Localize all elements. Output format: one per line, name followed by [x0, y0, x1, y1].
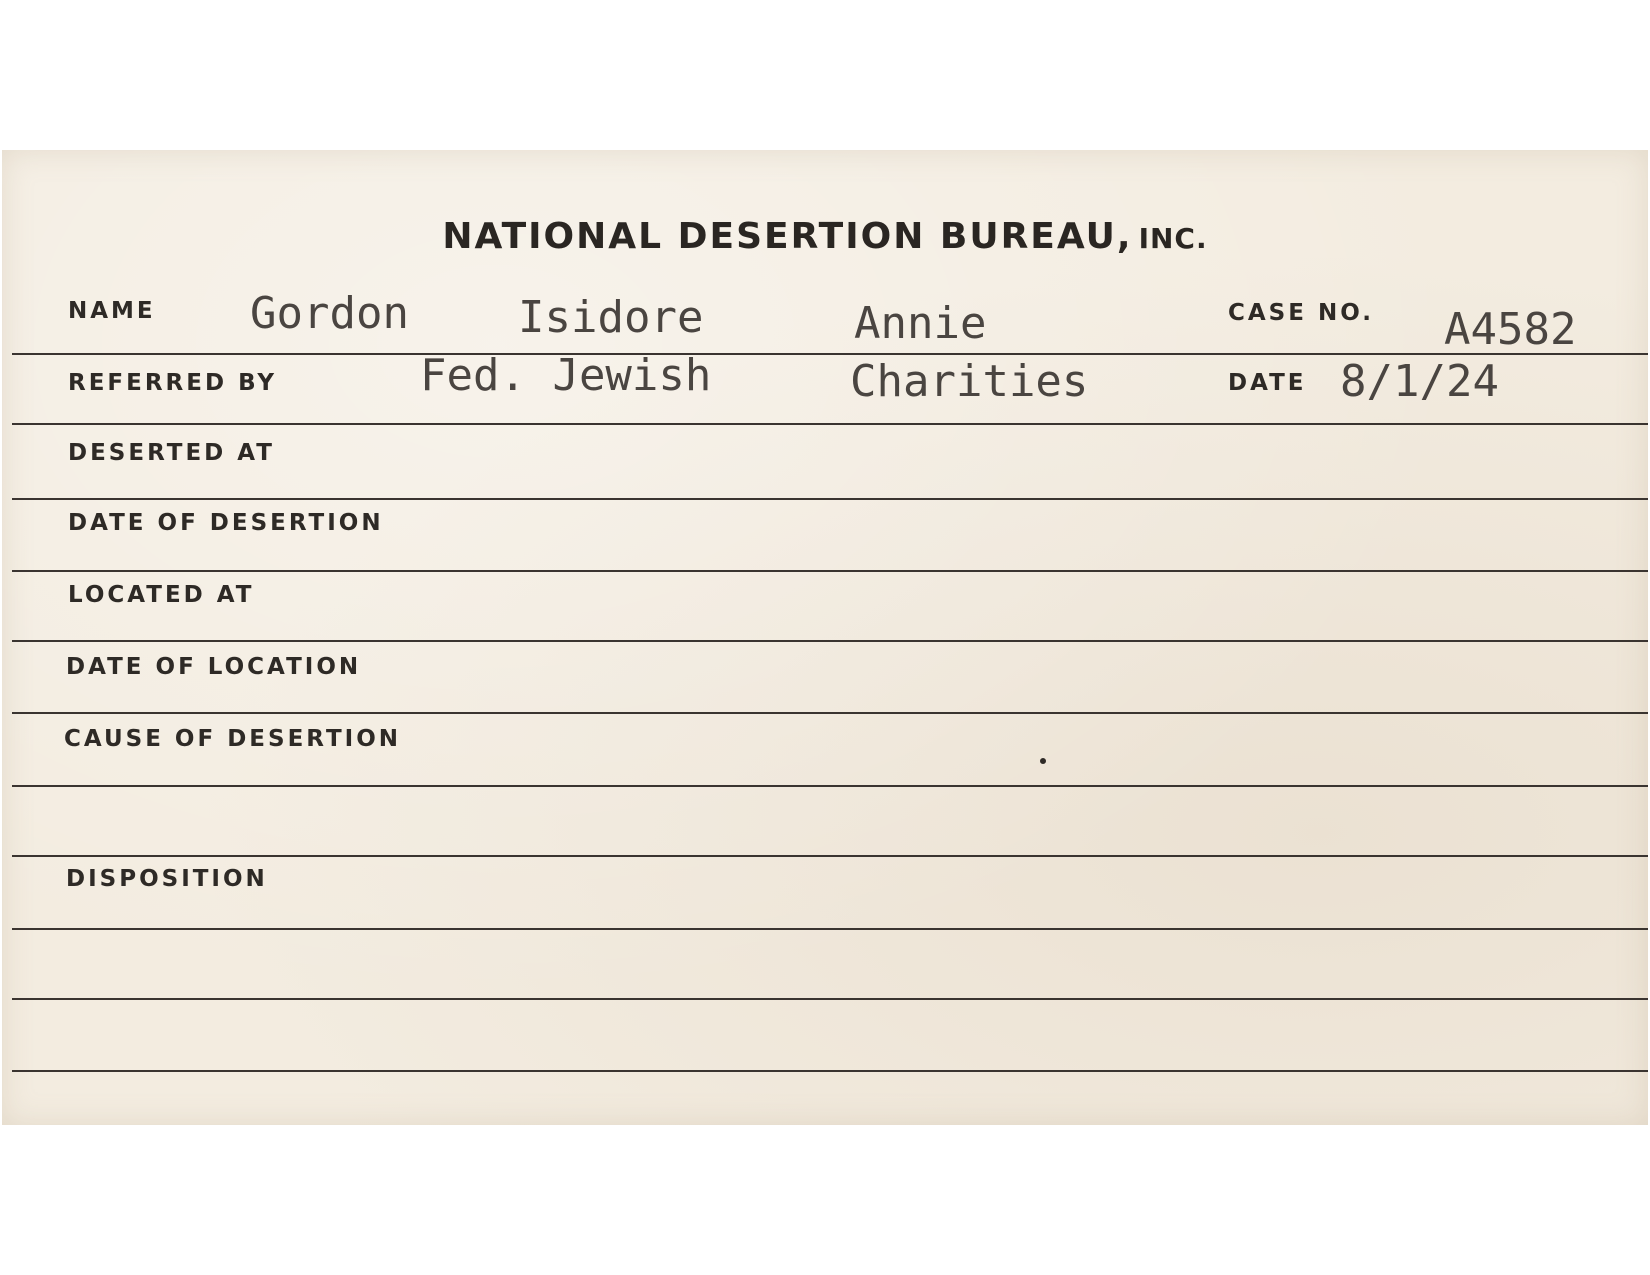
date-label: DATE — [1228, 370, 1307, 396]
deserted-at-rule — [12, 498, 1648, 500]
name-surname-value: Gordon — [250, 288, 409, 339]
name-label: NAME — [68, 298, 156, 324]
ink-dot — [1040, 758, 1046, 764]
date-of-location-label: DATE OF LOCATION — [66, 654, 362, 680]
case-no-label: CASE NO. — [1228, 300, 1374, 326]
referred-by-rule — [12, 423, 1648, 425]
date-value: 8/1/24 — [1340, 356, 1499, 407]
deserted-at-label: DESERTED AT — [68, 440, 275, 466]
disposition-rule-1 — [12, 928, 1648, 930]
located-at-rule — [12, 640, 1648, 642]
name-other-value: Annie — [854, 298, 987, 349]
referred-by-label: REFERRED BY — [68, 370, 278, 396]
date-of-desertion-label: DATE OF DESERTION — [68, 510, 384, 536]
disposition-rule-2 — [12, 998, 1648, 1000]
date-of-desertion-rule — [12, 570, 1648, 572]
bureau-suffix: INC. — [1138, 222, 1208, 255]
cause-rule-1 — [12, 785, 1648, 787]
name-rule — [12, 353, 1648, 355]
referred-by-value-1: Fed. Jewish — [420, 350, 712, 401]
index-card — [2, 150, 1648, 1125]
name-given-value: Isidore — [518, 292, 704, 343]
located-at-label: LOCATED AT — [68, 582, 255, 608]
cause-of-desertion-label: CAUSE OF DESERTION — [64, 726, 402, 752]
date-of-location-rule — [12, 712, 1648, 714]
bureau-name: NATIONAL DESERTION BUREAU, — [442, 216, 1133, 257]
disposition-label: DISPOSITION — [66, 866, 268, 892]
disposition-rule-3 — [12, 1070, 1648, 1072]
card-title — [2, 216, 1648, 257]
cause-rule-2 — [12, 855, 1648, 857]
referred-by-value-2: Charities — [850, 356, 1089, 407]
case-no-value: A4582 — [1444, 304, 1577, 355]
